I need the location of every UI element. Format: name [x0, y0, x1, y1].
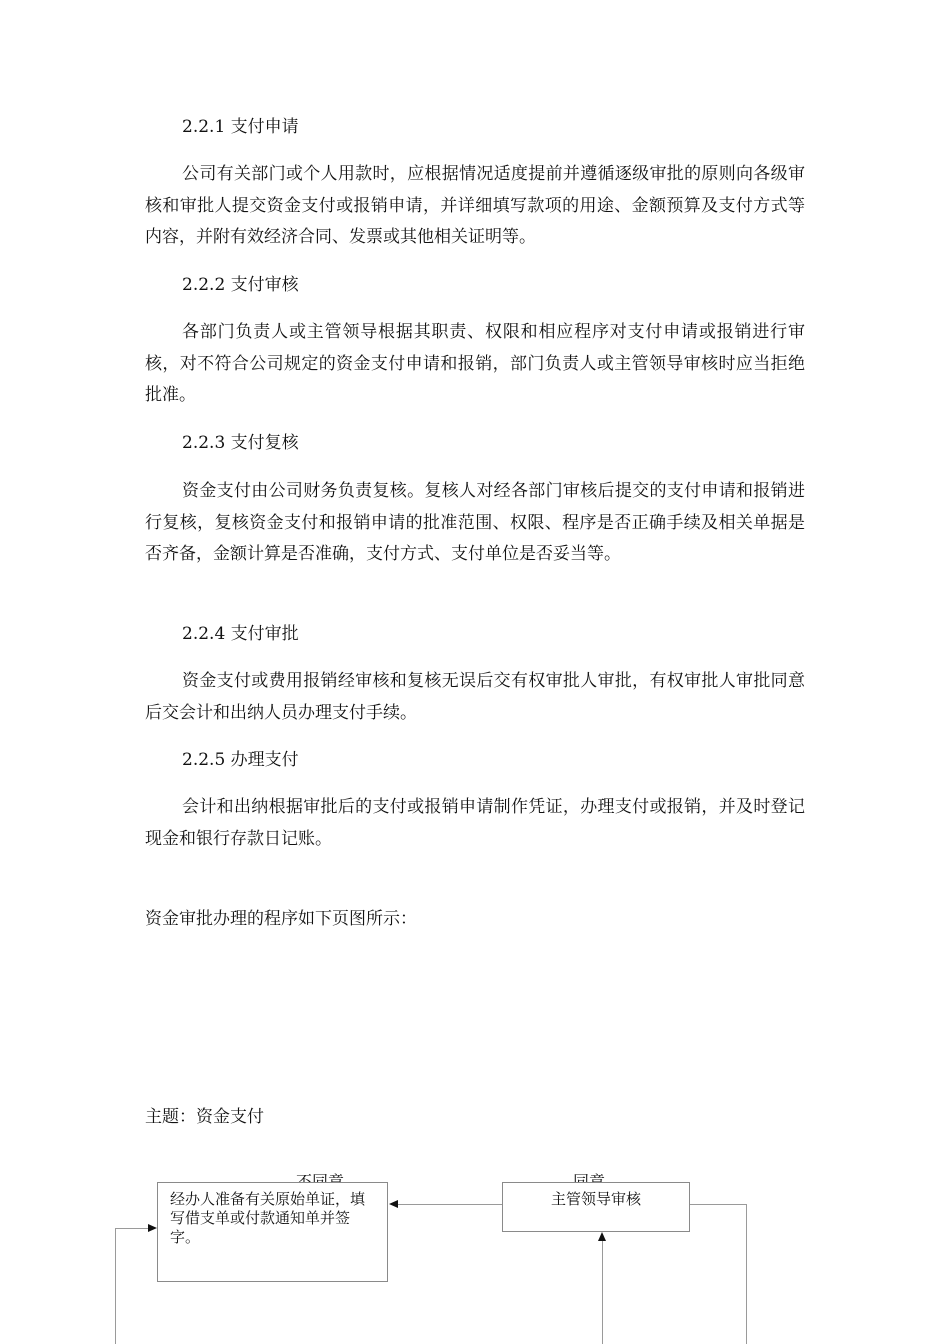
leader-review-text: 主管领导审核	[550, 1190, 641, 1208]
section-heading-2-2-3: 2.2.3 支付复核	[182, 433, 299, 453]
section-body-2-2-5: 会计和出纳根据审批后的支付或报销申请制作凭证，办理支付或报销，并及时登记现金和银行存款日记账。	[145, 797, 805, 849]
applicant-step-box	[157, 1182, 388, 1282]
applicant-step-text: 经办人准备有关原始单证，填写借支单或付款通知单并签字。	[170, 1190, 366, 1246]
section-heading-2-2-1: 2.2.1 支付申请	[182, 117, 299, 137]
arrow-right-icon	[148, 1224, 157, 1232]
connector-up-to-leader	[602, 1241, 603, 1344]
flow-intro-text: 资金审批办理的程序如下页图所示：	[145, 909, 417, 929]
section-heading-2-2-2: 2.2.2 支付审核	[182, 275, 299, 295]
section-heading-2-2-5: 2.2.5 办理支付	[182, 750, 299, 770]
arrow-up-icon	[598, 1232, 606, 1241]
section-body-2-2-4: 资金支付或费用报销经审核和复核无误后交有权审批人审批，有权审批人审批同意后交会计和出纳人员办理支付手续。	[145, 671, 805, 723]
connector-leader-to-applicant	[398, 1204, 502, 1205]
subject-line: 主题：资金支付	[145, 1107, 264, 1127]
connector-left-loop-vertical	[115, 1228, 116, 1344]
section-body-2-2-1: 公司有关部门或个人用款时，应根据情况适度提前并遵循逐级审批的原则向各级审核和审批人提交资金支付或报销申请，并详细填写款项的用途、金额预算及支付方式等内容，并附有效经济合同、发票或其他相关证明等。	[145, 164, 805, 247]
connector-leader-right	[690, 1204, 747, 1205]
connector-left-loop-horizontal	[115, 1228, 148, 1229]
connector-right-down	[746, 1204, 747, 1344]
section-heading-2-2-4: 2.2.4 支付审批	[182, 624, 299, 644]
section-body-2-2-2: 各部门负责人或主管领导根据其职责、权限和相应程序对支付申请或报销进行审核，对不符合公司规定的资金支付申请和报销，部门负责人或主管领导审核时应当拒绝批准。	[145, 322, 805, 405]
arrow-left-icon	[389, 1200, 398, 1208]
section-body-2-2-3: 资金支付由公司财务负责复核。复核人对经各部门审核后提交的支付申请和报销进行复核，复核资金支付和报销申请的批准范围、权限、程序是否正确手续及相关单据是否齐备，金额计算是否准确，支付方式、支付单位是否妥当等。	[145, 481, 805, 564]
leader-review-box	[502, 1182, 690, 1232]
